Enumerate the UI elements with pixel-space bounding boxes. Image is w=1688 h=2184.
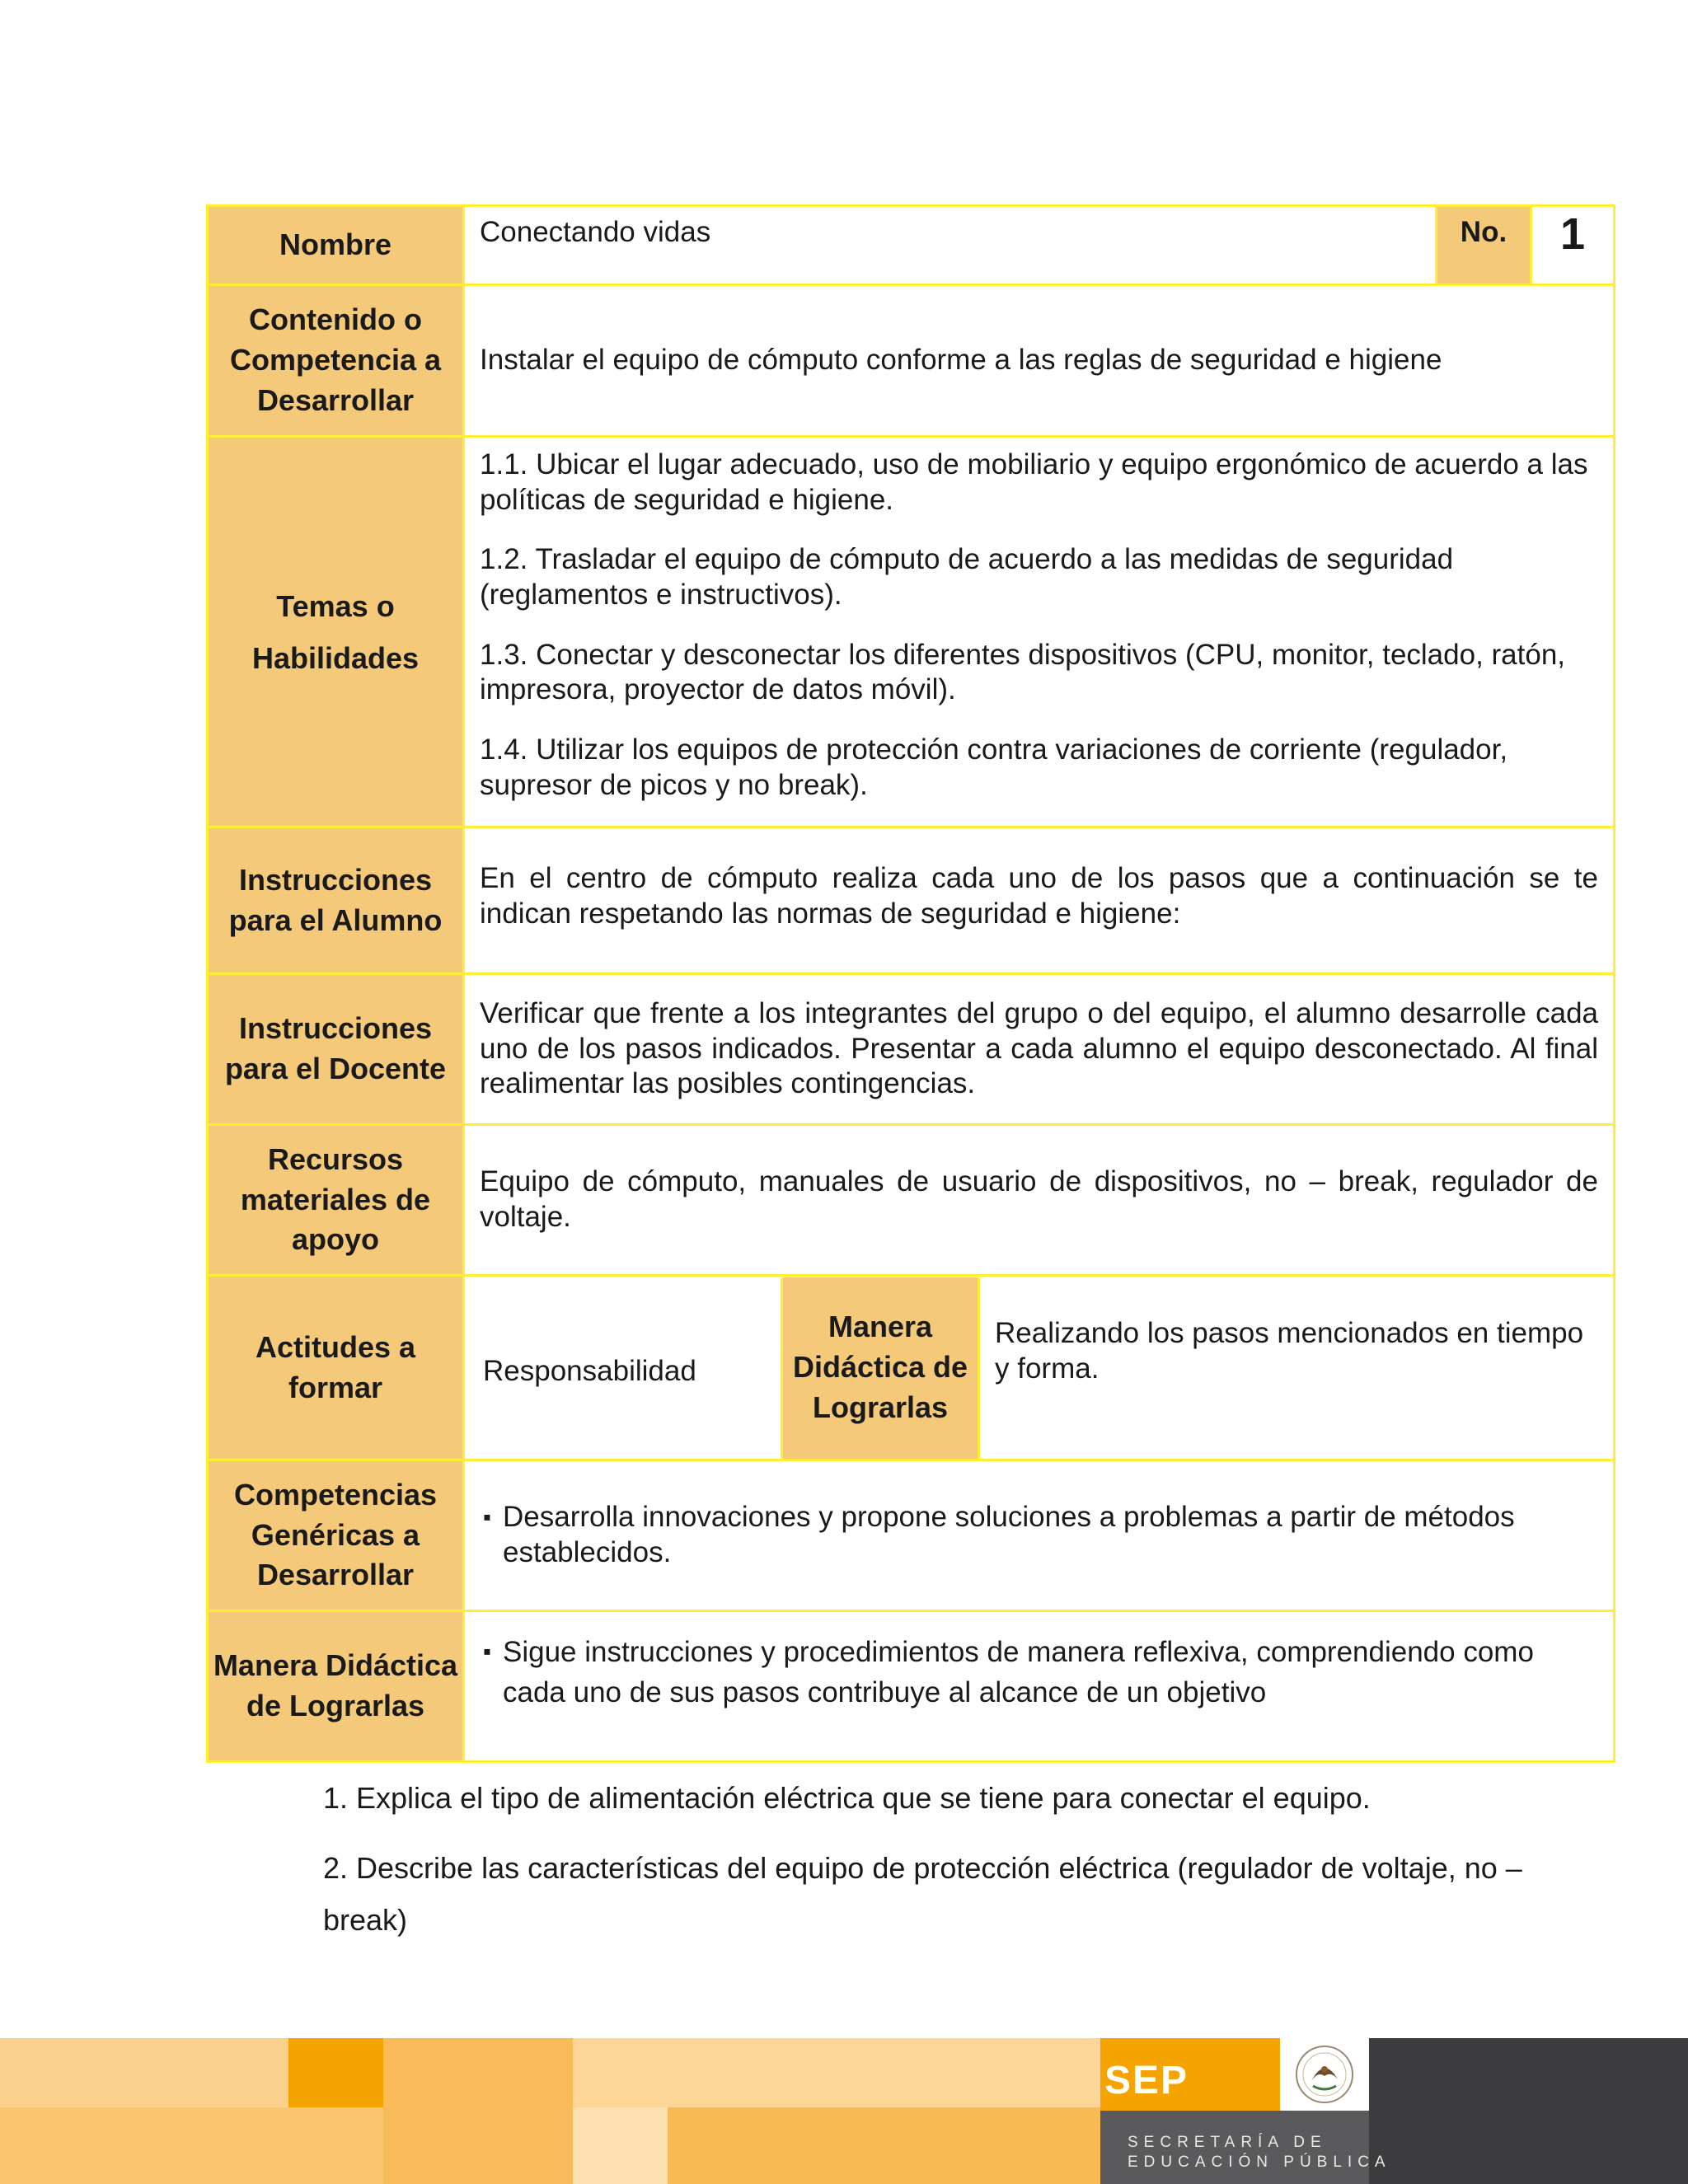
contenido-value: Instalar el equipo de cómputo conforme a las reglas de seguridad e higiene <box>464 285 1615 437</box>
manera-mid-value: Realizando los pasos mencionados en tiempo y forma. <box>995 1316 1584 1385</box>
footer-block <box>573 2107 668 2184</box>
square-bullet-icon: ▪ <box>483 1638 491 1664</box>
footer-block <box>0 2038 288 2107</box>
recursos-label: Recursos materiales de apoyo <box>208 1125 464 1276</box>
tema-item: 1.1. Ubicar el lugar adecuado, uso de mobiliario y equipo ergonómico de acuerdo a las políticas de seguridad e higiene. <box>480 448 1588 516</box>
instr-docente-value: Verificar que frente a los integrantes del grupo o del equipo, el alumno desarrolle cada uno de los pasos indicados. Presentar a cada alumno el equipo desconectado. Al final realimentar las posibles contingencias. <box>464 974 1615 1125</box>
org-name: SECRETARÍA DE EDUCACIÓN PÚBLICA <box>1128 2134 1391 2171</box>
sep-logo: SEP <box>1104 2059 1189 2102</box>
instr-alumno-label: Instrucciones para el Alumno <box>208 827 464 974</box>
question-item: 2. Describe las características del equipo de protección eléctrica (regulador de voltaje, no – break) <box>323 1851 1522 1937</box>
temas-label: Temas o Habilidades <box>208 437 464 827</box>
manera-label: Manera Didáctica de Lograrlas <box>208 1611 464 1762</box>
competencias-label: Competencias Genéricas a Desarrollar <box>208 1460 464 1611</box>
tema-item: 1.4. Utilizar los equipos de protección contra variaciones de corriente (regulador, supresor de picos y no break). <box>480 733 1508 801</box>
actitudes-row <box>464 1276 1615 1460</box>
actitudes-label: Actitudes a formar <box>208 1276 464 1460</box>
no-value: 1 <box>1531 206 1615 285</box>
footer-block <box>288 2038 383 2107</box>
list-item <box>483 1500 1598 1570</box>
list-item <box>483 1632 1598 1713</box>
instr-alumno-value: En el centro de cómputo realiza cada uno de los pasos que a continuación se te indican respetando las normas de seguridad e higiene: <box>464 827 1615 974</box>
recursos-value: Equipo de cómputo, manuales de usuario de dispositivos, no – break, regulador de voltaje. <box>464 1125 1615 1276</box>
temas-list <box>464 437 1615 827</box>
manera-mid-label: Manera Didáctica de Lograrlas <box>782 1277 979 1459</box>
no-label: No. <box>1437 206 1531 285</box>
manera-value: Sigue instrucciones y procedimientos de manera reflexiva, comprendiendo como cada uno de sus pasos contribuye al alcance de un objetivo <box>503 1636 1534 1708</box>
tema-item: 1.2. Trasladar el equipo de cómputo de acuerdo a las medidas de seguridad (reglamentos e instructivos). <box>480 543 1454 612</box>
footer-block <box>573 2038 1100 2107</box>
question-item: 1. Explica el tipo de alimentación eléctrica que se tiene para conectar el equipo. <box>323 1781 1371 1815</box>
footer-block <box>383 2038 573 2184</box>
footer-banner <box>0 2038 1688 2184</box>
nombre-label: Nombre <box>208 206 464 285</box>
instr-docente-label: Instrucciones para el Docente <box>208 974 464 1125</box>
contenido-label: Contenido o Competencia a Desarrollar <box>208 285 464 437</box>
square-bullet-icon: ▪ <box>483 1504 491 1530</box>
competencias-value: Desarrolla innovaciones y propone soluciones a problemas a partir de métodos establecidos. <box>503 1501 1515 1568</box>
actitudes-inner <box>465 1277 1613 1459</box>
footer-block <box>668 2107 1100 2184</box>
actitudes-value: Responsabilidad <box>483 1354 696 1387</box>
footer-block <box>0 2107 383 2184</box>
activity-sheet <box>206 204 1615 1763</box>
manera-cell <box>464 1611 1615 1762</box>
questions <box>323 1772 1543 1964</box>
mexico-coat-of-arms-icon <box>1280 2038 1369 2111</box>
competencias-cell <box>464 1460 1615 1611</box>
tema-item: 1.3. Conectar y desconectar los diferentes dispositivos (CPU, monitor, teclado, ratón, impresora, proyector de datos móvil). <box>480 638 1566 706</box>
footer-block <box>1369 2038 1688 2184</box>
nombre-value: Conectando vidas <box>464 206 1437 285</box>
